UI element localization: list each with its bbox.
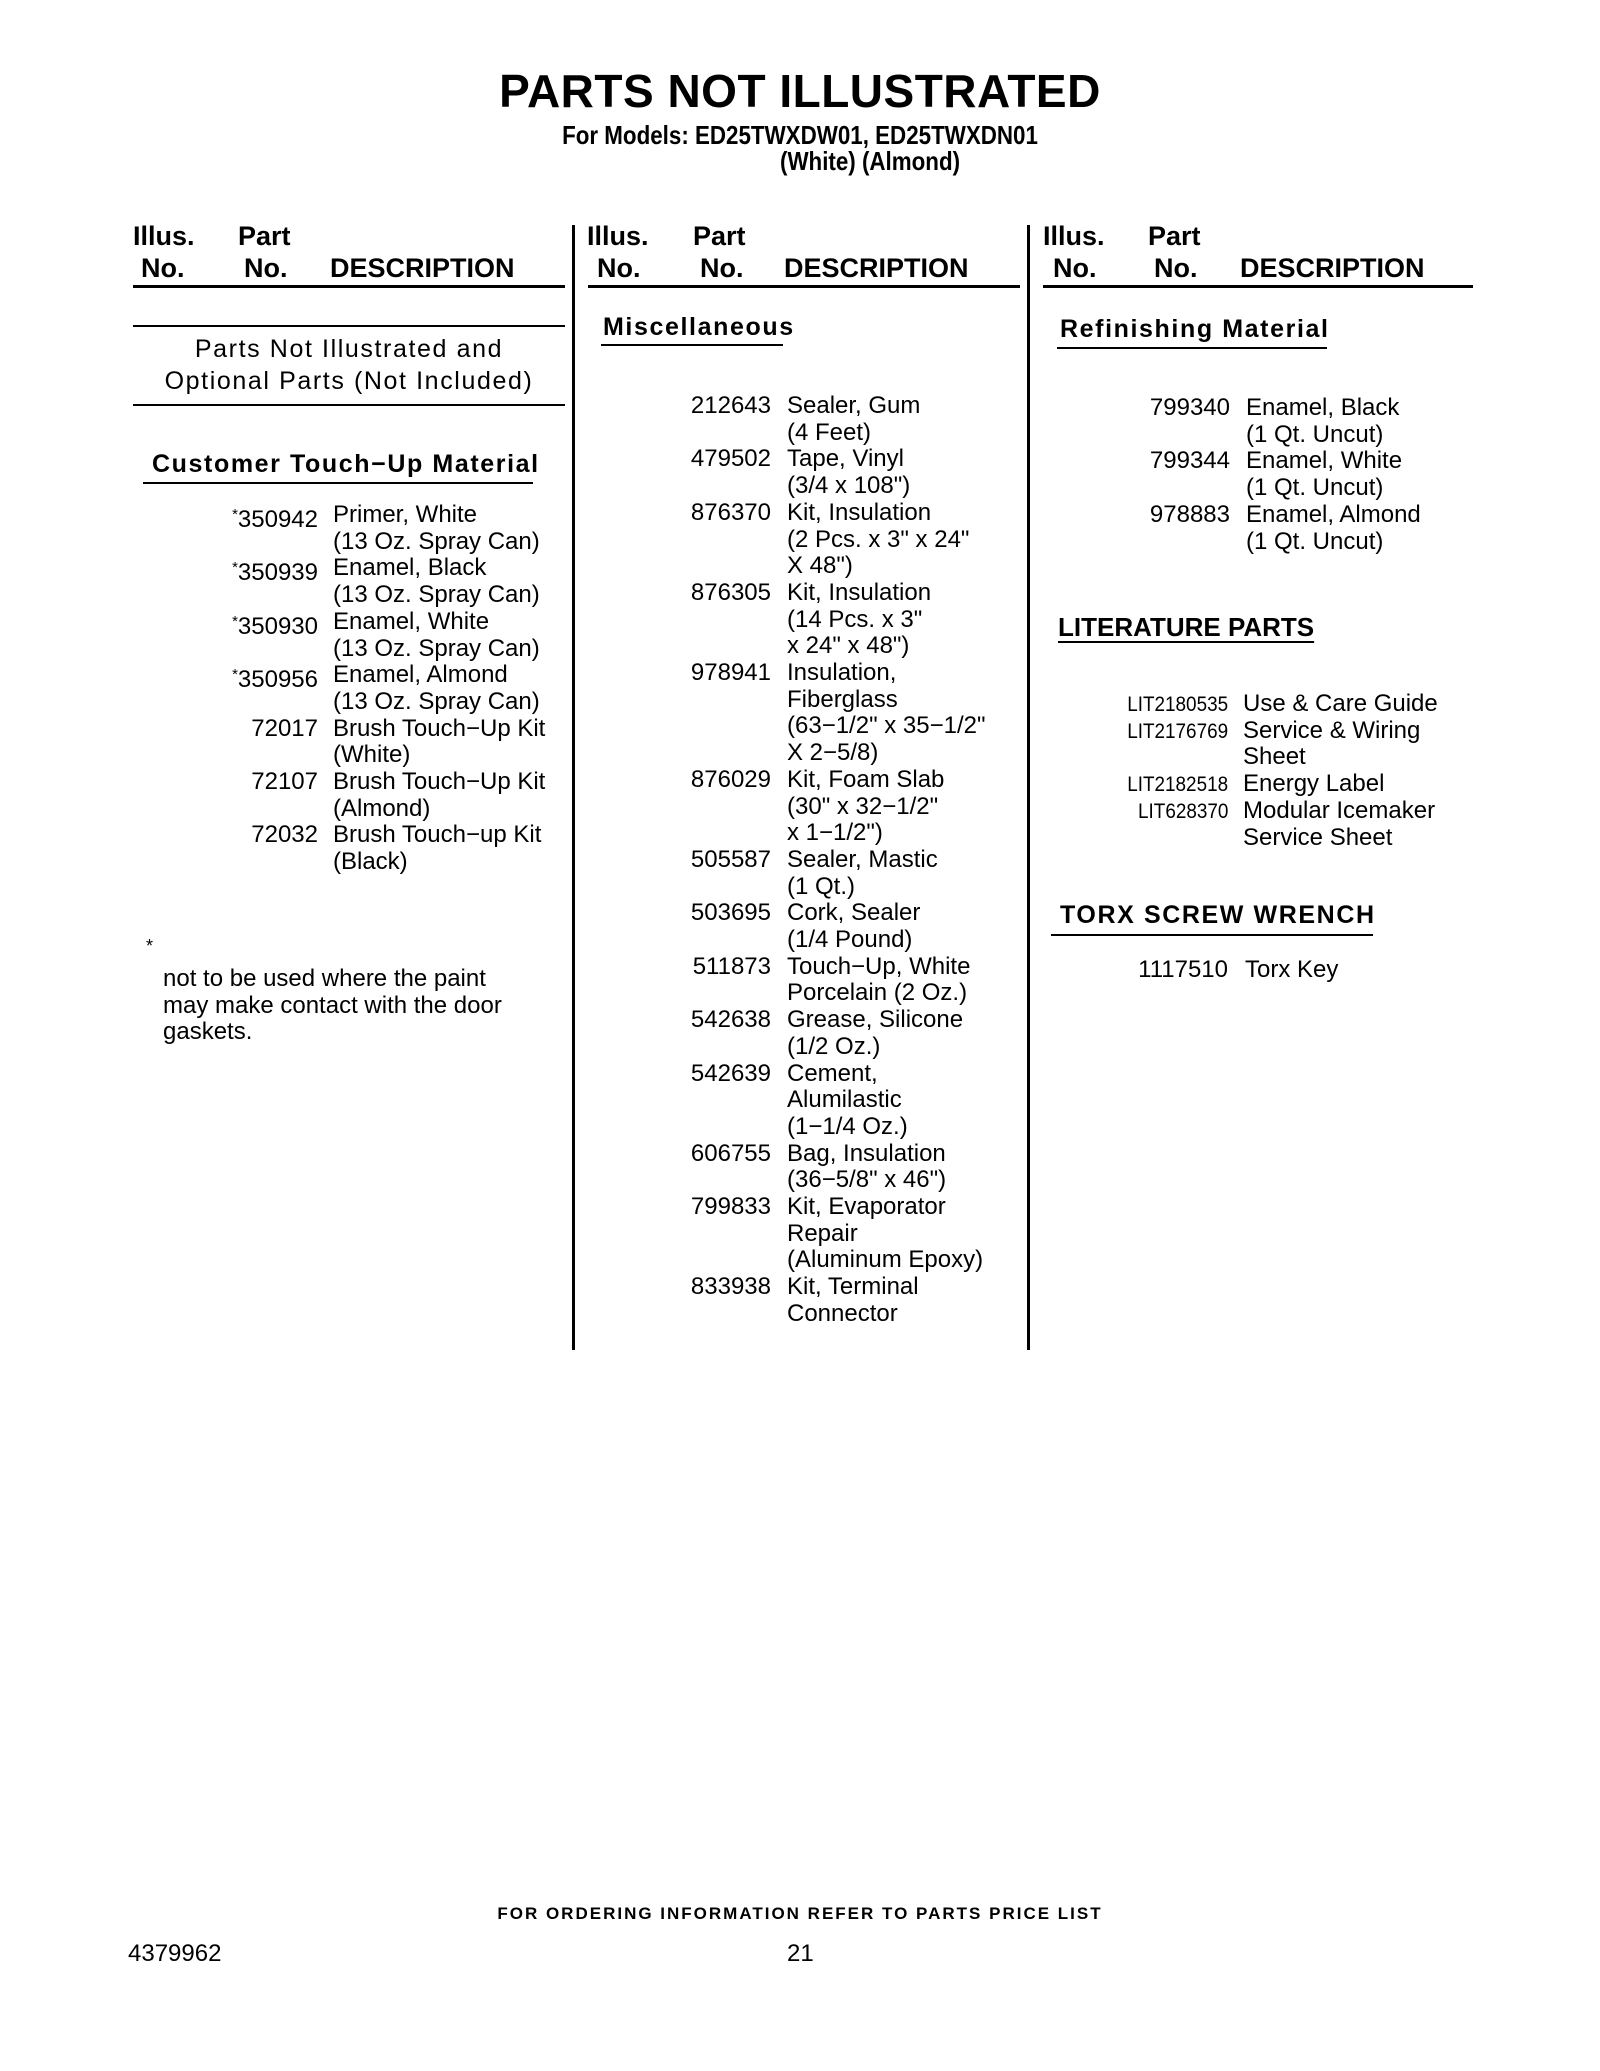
description-line: Enamel, Almond [1246, 500, 1421, 528]
part-number [1150, 502, 1230, 529]
description-line: (13 Oz. Spray Can) [333, 527, 540, 555]
description-line: Kit, Insulation [787, 498, 932, 526]
header-rule [1043, 285, 1473, 288]
part-number [232, 502, 318, 534]
part-description [1243, 798, 1435, 851]
part-number-text: 505587 [690, 845, 771, 873]
description-line: Kit, Terminal [787, 1273, 919, 1301]
column-divider [1027, 225, 1030, 1350]
description-line: Enamel, White [333, 607, 490, 635]
part-description [787, 900, 920, 953]
part-number-text: LIT2182518 [1127, 773, 1228, 797]
part-number [1128, 798, 1228, 826]
description-line: X 48") [787, 552, 853, 580]
part-number [232, 662, 318, 694]
part-number [691, 767, 771, 794]
description-line: (4 Feet) [787, 418, 872, 446]
part-description [787, 1061, 908, 1141]
part-number-text: 72032 [251, 821, 318, 849]
description-line: (30" x 32−1/2" [787, 792, 939, 820]
column-divider [572, 225, 575, 1350]
part-description [787, 500, 969, 580]
description-line: Brush Touch−Up Kit [333, 714, 546, 742]
description-line: x 1−1/2") [787, 819, 883, 847]
asterisk-mark: * [232, 506, 238, 523]
part-number-text: 978883 [1149, 500, 1230, 528]
part-description [1243, 718, 1420, 771]
description-line: (Aluminum Epoxy) [787, 1246, 984, 1274]
part-description [333, 769, 545, 822]
illus-label: Illus. [587, 221, 649, 251]
section-title-refinishing: Refinishing Material [1060, 315, 1330, 343]
part-number-text: 799340 [1149, 394, 1230, 421]
part-description [787, 446, 910, 499]
part-number-text: 542638 [690, 1006, 771, 1034]
description-line: Modular Icemaker [1243, 796, 1436, 824]
description-line: Repair [787, 1219, 858, 1247]
page-title: PARTS NOT ILLUSTRATED [499, 65, 1101, 117]
description-line: Enamel, Almond [333, 661, 508, 689]
part-number [691, 900, 771, 927]
part-number-text: 833938 [690, 1273, 771, 1301]
part-number-text: 799344 [1149, 447, 1230, 475]
part-number [1150, 448, 1230, 475]
asterisk-mark: * [232, 559, 238, 577]
part-description [787, 1194, 983, 1274]
description-line: (36−5/8" x 46") [787, 1166, 947, 1194]
part-number-text: 350956 [237, 666, 318, 694]
ordering-note: FOR ORDERING INFORMATION REFER TO PARTS PRICE LIST [497, 1904, 1103, 1923]
document-number: 4379962 [128, 1940, 222, 1967]
section-rule [601, 344, 783, 346]
section-title-torx: TORX SCREW WRENCH [1060, 901, 1376, 929]
part-number-text: LIT628370 [1137, 799, 1228, 823]
part-number-text: 876370 [690, 498, 771, 526]
part-no-label: No. [1154, 253, 1198, 283]
part-label: Part [693, 221, 746, 251]
description-line: Cement, [787, 1059, 878, 1087]
illus-no-label: No. [141, 253, 185, 283]
part-description [333, 555, 540, 608]
part-description [787, 660, 986, 767]
part-number [251, 716, 318, 743]
description-line: Enamel, Black [333, 554, 487, 582]
description-line: (2 Pcs. x 3" x 24" [787, 525, 970, 553]
description-line: Alumilastic [787, 1086, 902, 1114]
part-description [1243, 691, 1438, 718]
description-line: Torx Key [1245, 956, 1339, 983]
part-description [333, 502, 540, 555]
part-number [1116, 771, 1228, 799]
part-no-label: No. [244, 253, 288, 283]
description-line: (1 Qt. Uncut) [1246, 420, 1384, 448]
box-top-rule [133, 325, 565, 327]
part-number [1116, 691, 1228, 719]
part-number [691, 1194, 771, 1221]
part-number-text: 606755 [690, 1139, 771, 1167]
part-number [1150, 395, 1230, 422]
part-number [251, 822, 318, 849]
description-line: (1/4 Pound) [787, 926, 913, 953]
part-number-text: 876305 [690, 578, 771, 606]
note-line: gaskets. [163, 1018, 253, 1046]
header-rule [588, 285, 1020, 288]
description-line: (Black) [333, 848, 408, 876]
box-title-line-2: Optional Parts (Not Included) [164, 367, 534, 395]
part-number-text: 350930 [237, 612, 318, 640]
description-line: Kit, Foam Slab [787, 765, 945, 793]
description-line: X 2−5/8) [787, 739, 879, 767]
description-line: Energy Label [1243, 770, 1385, 798]
description-line: (1−1/4 Oz.) [787, 1112, 908, 1140]
part-description [787, 1007, 963, 1060]
part-number-text: 350942 [237, 506, 318, 533]
part-number [691, 446, 771, 473]
part-number [691, 660, 771, 687]
part-description [1246, 448, 1402, 501]
description-line: Kit, Evaporator [787, 1193, 946, 1220]
header-rule [133, 285, 565, 288]
part-description [787, 767, 944, 847]
part-number-text: 503695 [690, 899, 771, 927]
part-description [1246, 395, 1399, 448]
illus-label: Illus. [133, 221, 195, 251]
description-line: Sealer, Mastic [787, 845, 938, 873]
description-label: DESCRIPTION [784, 253, 969, 283]
description-line: (13 Oz. Spray Can) [333, 581, 540, 609]
models-subtitle: For Models: ED25TWXDW01, ED25TWXDN01 [562, 120, 1038, 150]
part-number [232, 555, 318, 587]
description-line: Grease, Silicone [787, 1006, 964, 1034]
description-line: Sealer, Gum [787, 392, 921, 419]
part-number [691, 1061, 771, 1088]
description-line: (13 Oz. Spray Can) [333, 687, 540, 715]
description-line: (1 Qt. Uncut) [1246, 474, 1384, 502]
colors-subtitle: (White) (Almond) [780, 146, 961, 176]
part-description [787, 580, 931, 660]
box-bottom-rule [133, 404, 565, 406]
part-number [251, 769, 318, 796]
part-number-text: 1117510 [1138, 956, 1228, 983]
part-description [1246, 502, 1421, 555]
part-number [691, 1141, 771, 1168]
description-line: (1/2 Oz.) [787, 1032, 881, 1060]
description-line: (14 Pcs. x 3" [787, 605, 923, 633]
illus-label: Illus. [1043, 221, 1105, 251]
description-label: DESCRIPTION [1240, 253, 1425, 283]
part-number-text: 511873 [692, 952, 771, 980]
part-number-text: LIT2176769 [1127, 719, 1228, 743]
page-number: 21 [787, 1940, 814, 1967]
description-line: Bag, Insulation [787, 1139, 946, 1167]
part-number [691, 1007, 771, 1034]
description-line: (1 Qt.) [787, 872, 856, 900]
description-line: Service Sheet [1243, 823, 1393, 851]
description-line: Primer, White [333, 501, 478, 528]
description-line: Porcelain (2 Oz.) [787, 979, 968, 1007]
part-label: Part [238, 221, 291, 251]
part-number [691, 1274, 771, 1301]
description-line: (Almond) [333, 794, 431, 822]
description-line: Fiberglass [787, 685, 898, 713]
part-description [787, 847, 938, 900]
asterisk-mark: * [232, 666, 238, 684]
note-asterisk: * [146, 936, 154, 956]
part-description [787, 1141, 946, 1194]
part-number [691, 500, 771, 527]
description-line: Kit, Insulation [787, 578, 932, 606]
part-number-text: LIT2180535 [1127, 693, 1228, 716]
description-line: Use & Care Guide [1243, 690, 1438, 717]
part-number-text: 876029 [690, 765, 771, 793]
part-number-text: 212643 [690, 392, 771, 419]
description-line: Touch−Up, White [787, 952, 971, 980]
part-number [691, 847, 771, 874]
box-title-line-1: Parts Not Illustrated and [194, 335, 504, 363]
part-number [691, 580, 771, 607]
description-line: Insulation, [787, 659, 897, 686]
note-line: not to be used where the paint [163, 965, 486, 992]
part-no-label: No. [700, 253, 744, 283]
asterisk-note [163, 966, 502, 1046]
part-description [333, 716, 545, 769]
section-rule [143, 482, 533, 484]
part-number-text: 978941 [690, 659, 771, 686]
description-line: Enamel, Black [1246, 394, 1400, 421]
part-number [691, 393, 771, 420]
illus-no-label: No. [597, 253, 641, 283]
description-line: Brush Touch−Up Kit [333, 768, 546, 795]
description-line: Service & Wiring [1243, 716, 1421, 744]
part-description [787, 393, 920, 446]
description-line: Sheet [1243, 743, 1306, 771]
part-description [333, 822, 541, 875]
note-line: may make contact with the door [163, 991, 502, 1019]
part-description [1243, 771, 1384, 798]
part-number-text: 72107 [251, 768, 318, 795]
section-title-literature: LITERATURE PARTS [1058, 612, 1315, 642]
part-number-text: 72017 [251, 714, 318, 742]
part-description [1245, 957, 1338, 984]
part-description [787, 954, 970, 1007]
asterisk-mark: * [232, 612, 238, 630]
part-description [333, 609, 540, 662]
part-number-text: 799833 [690, 1193, 771, 1220]
part-description [333, 662, 540, 715]
section-title-miscellaneous: Miscellaneous [603, 313, 795, 341]
part-number [1138, 957, 1228, 984]
description-line: x 24" x 48") [787, 632, 910, 660]
part-number-text: 542639 [690, 1059, 771, 1087]
description-line: Brush Touch−up Kit [333, 821, 542, 849]
description-line: (63−1/2" x 35−1/2" [787, 712, 986, 740]
illus-no-label: No. [1053, 253, 1097, 283]
section-rule [1057, 347, 1327, 349]
description-line: (3/4 x 108") [787, 472, 911, 500]
description-line: (13 Oz. Spray Can) [333, 634, 540, 662]
description-label: DESCRIPTION [330, 253, 515, 283]
description-line: Cork, Sealer [787, 899, 921, 927]
part-number [1116, 718, 1228, 746]
part-number-text: 350939 [237, 559, 318, 587]
description-line: (1 Qt. Uncut) [1246, 527, 1384, 555]
section-rule [1051, 934, 1373, 936]
description-line: Enamel, White [1246, 447, 1403, 475]
description-line: (White) [333, 741, 411, 769]
description-line: Connector [787, 1299, 898, 1327]
section-title-touch-up: Customer Touch−Up Material [152, 450, 540, 478]
part-number [232, 609, 318, 641]
part-label: Part [1148, 221, 1201, 251]
part-description [787, 1274, 919, 1327]
part-number-text: 479502 [690, 445, 771, 473]
part-number [693, 954, 771, 981]
description-line: Tape, Vinyl [787, 445, 904, 473]
